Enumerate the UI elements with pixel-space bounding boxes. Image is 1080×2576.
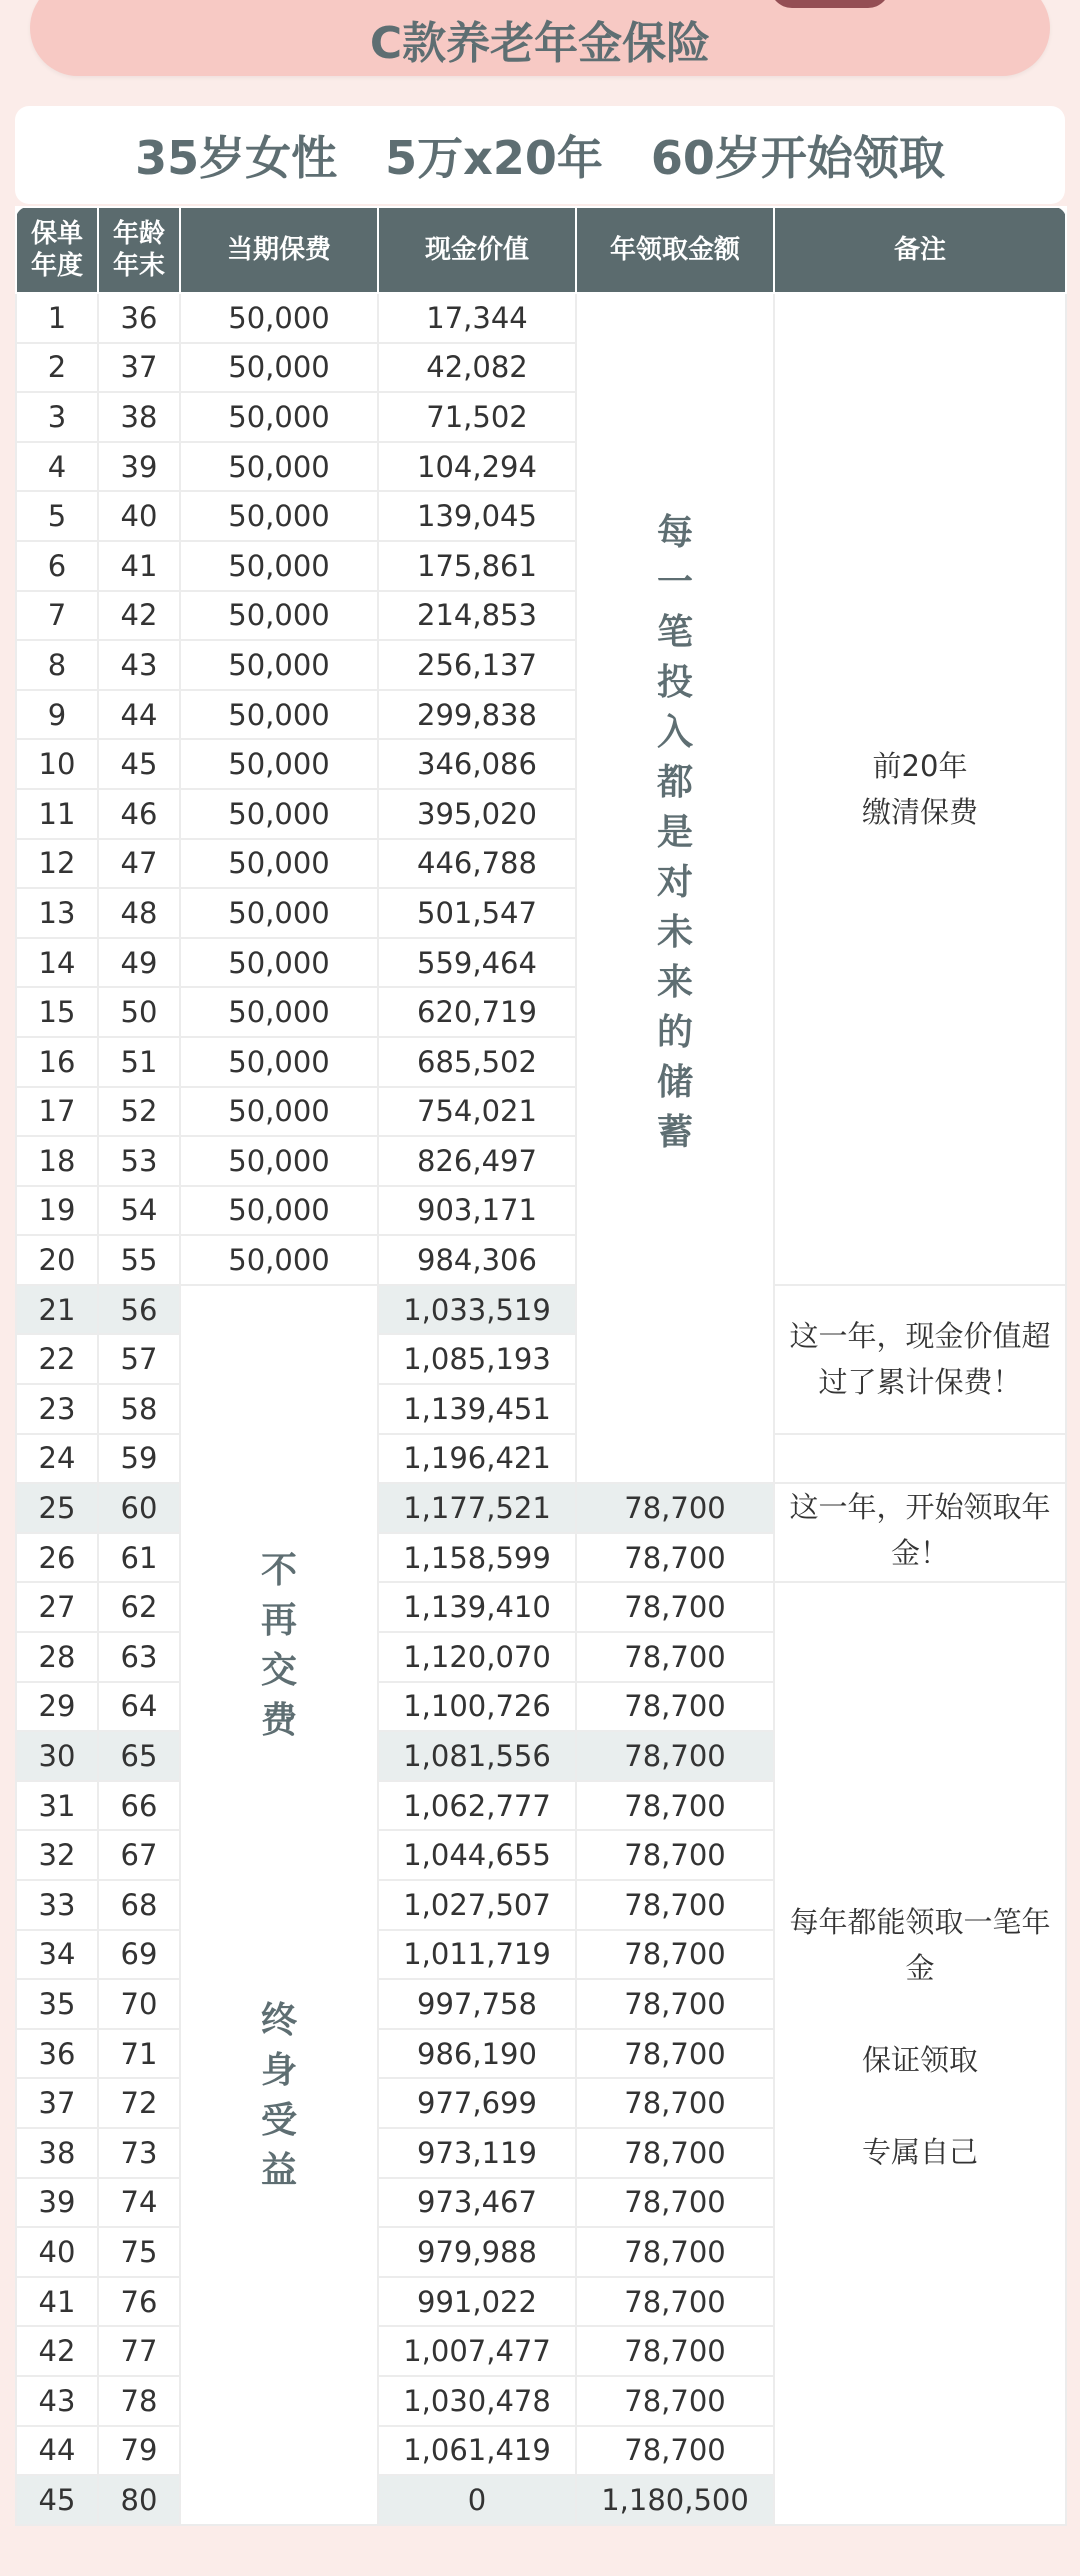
age-cell: 41 xyxy=(98,541,180,591)
cash-value-cell: 1,100,726 xyxy=(378,1682,576,1732)
annual-payout-cell: 78,700 xyxy=(576,2376,774,2426)
savings-slogan-text-char: 都 xyxy=(656,762,693,804)
note-lifetime-payout-line: 每年都能领取一笔年 xyxy=(789,1905,1051,1940)
savings-slogan-text-char: 每 xyxy=(656,512,693,554)
premium-cell: 50,000 xyxy=(180,690,378,740)
savings-slogan-text-char: 蓄 xyxy=(656,1112,693,1154)
annual-payout-cell: 78,700 xyxy=(576,1682,774,1732)
annual-payout-cell: 78,700 xyxy=(576,1582,774,1632)
policy-year-cell: 17 xyxy=(16,1087,98,1137)
cash-value-cell: 903,171 xyxy=(378,1186,576,1236)
age-cell: 38 xyxy=(98,392,180,442)
savings-slogan-text-char: 笔 xyxy=(656,612,693,654)
premium-cell: 50,000 xyxy=(180,293,378,343)
cash-value-cell: 973,467 xyxy=(378,2178,576,2228)
cash-value-cell: 559,464 xyxy=(378,938,576,988)
premium-cell: 50,000 xyxy=(180,789,378,839)
age-cell: 39 xyxy=(98,442,180,492)
note-cash-value-exceeds-line: 过了累计保费！ xyxy=(818,1365,1022,1400)
no-more-premium-text-char: 再 xyxy=(260,1599,297,1641)
cash-value-cell: 986,190 xyxy=(378,2029,576,2079)
lifetime-benefit-text-char: 受 xyxy=(260,2099,297,2141)
decorative-ribbon xyxy=(770,0,890,8)
age-cell: 76 xyxy=(98,2277,180,2327)
cash-value-cell: 1,027,507 xyxy=(378,1880,576,1930)
policy-year-cell: 1 xyxy=(16,293,98,343)
age-cell: 72 xyxy=(98,2078,180,2128)
col-header-cash-value: 现金价值 xyxy=(378,207,576,293)
note-start-payout-line: 金！ xyxy=(890,1536,949,1571)
age-cell: 78 xyxy=(98,2376,180,2426)
policy-year-cell: 6 xyxy=(16,541,98,591)
savings-slogan-text-char: 的 xyxy=(656,1012,693,1054)
note-cell xyxy=(774,1285,1066,1434)
cash-value-cell: 1,177,521 xyxy=(378,1483,576,1533)
policy-year-cell: 23 xyxy=(16,1384,98,1434)
table-header-row xyxy=(16,207,1066,293)
cash-value-cell: 977,699 xyxy=(378,2078,576,2128)
cash-value-cell: 299,838 xyxy=(378,690,576,740)
no-more-premium-text-char: 交 xyxy=(260,1649,297,1691)
age-cell: 79 xyxy=(98,2426,180,2476)
cash-value-cell: 104,294 xyxy=(378,442,576,492)
title-banner xyxy=(30,0,1050,76)
policy-year-cell: 37 xyxy=(16,2078,98,2128)
cash-value-cell: 214,853 xyxy=(378,591,576,641)
premium-cell: 50,000 xyxy=(180,392,378,442)
col-header-age: 年龄 年末 xyxy=(98,207,180,293)
age-cell: 37 xyxy=(98,343,180,393)
no-more-premium-text-char: 不 xyxy=(260,1549,297,1591)
cash-value-cell: 501,547 xyxy=(378,888,576,938)
age-cell: 80 xyxy=(98,2475,180,2525)
no-more-premium-text xyxy=(181,1546,377,1746)
cash-value-cell: 979,988 xyxy=(378,2227,576,2277)
annual-payout-cell: 78,700 xyxy=(576,1632,774,1682)
premium-cell: 50,000 xyxy=(180,1037,378,1087)
note-lifetime-payout xyxy=(775,1899,1065,2175)
cash-value-cell: 1,044,655 xyxy=(378,1830,576,1880)
annual-payout-cell: 78,700 xyxy=(576,2029,774,2079)
annual-payout-cell: 78,700 xyxy=(576,2128,774,2178)
age-cell: 46 xyxy=(98,789,180,839)
cash-value-cell: 984,306 xyxy=(378,1235,576,1285)
cash-value-cell: 1,085,193 xyxy=(378,1334,576,1384)
lifetime-benefit-text-char: 益 xyxy=(260,2149,297,2191)
subtitle-box xyxy=(15,106,1065,204)
note-lifetime-payout-line: 保证领取 xyxy=(861,2043,978,2078)
policy-year-cell: 41 xyxy=(16,2277,98,2327)
age-cell: 61 xyxy=(98,1533,180,1583)
page-subtitle: 35岁女性 5万x20年 60岁开始领取 xyxy=(135,131,945,185)
savings-slogan-text xyxy=(577,508,773,1158)
savings-slogan-text-char: 投 xyxy=(656,662,693,704)
policy-year-cell: 40 xyxy=(16,2227,98,2277)
policy-year-cell: 3 xyxy=(16,392,98,442)
policy-year-cell: 11 xyxy=(16,789,98,839)
cash-value-cell: 0 xyxy=(378,2475,576,2525)
note-start-payout xyxy=(775,1484,1065,1576)
note-premium-paid xyxy=(775,743,1065,835)
premium-cell: 50,000 xyxy=(180,1235,378,1285)
policy-year-cell: 15 xyxy=(16,987,98,1037)
age-cell: 69 xyxy=(98,1930,180,1980)
cash-value-cell: 42,082 xyxy=(378,343,576,393)
age-cell: 58 xyxy=(98,1384,180,1434)
table-row xyxy=(16,1434,1066,1484)
age-cell: 70 xyxy=(98,1979,180,2029)
age-cell: 65 xyxy=(98,1731,180,1781)
policy-year-cell: 22 xyxy=(16,1334,98,1384)
savings-slogan-text-char: 未 xyxy=(656,912,693,954)
cash-value-cell: 139,045 xyxy=(378,491,576,541)
policy-year-cell: 30 xyxy=(16,1731,98,1781)
age-cell: 62 xyxy=(98,1582,180,1632)
note-cell xyxy=(774,1582,1066,2524)
cash-value-cell: 1,139,451 xyxy=(378,1384,576,1434)
premium-cell: 50,000 xyxy=(180,491,378,541)
policy-year-cell: 14 xyxy=(16,938,98,988)
annual-payout-cell: 78,700 xyxy=(576,1483,774,1533)
table-row xyxy=(16,293,1066,343)
cash-value-cell: 395,020 xyxy=(378,789,576,839)
annual-payout-cell: 78,700 xyxy=(576,2277,774,2327)
age-cell: 36 xyxy=(98,293,180,343)
note-premium-paid-line: 前20年 xyxy=(872,748,968,783)
cash-value-cell: 1,030,478 xyxy=(378,2376,576,2426)
age-cell: 56 xyxy=(98,1285,180,1335)
policy-year-cell: 25 xyxy=(16,1483,98,1533)
cash-value-cell: 1,120,070 xyxy=(378,1632,576,1682)
annual-payout-cell: 78,700 xyxy=(576,2426,774,2476)
policy-year-cell: 39 xyxy=(16,2178,98,2228)
policy-year-cell: 42 xyxy=(16,2326,98,2376)
age-cell: 57 xyxy=(98,1334,180,1384)
age-cell: 43 xyxy=(98,640,180,690)
policy-year-cell: 43 xyxy=(16,2376,98,2426)
page-title: C款养老年金保险 xyxy=(369,18,711,69)
annual-payout-merged-cell xyxy=(576,293,774,1483)
policy-year-cell: 24 xyxy=(16,1434,98,1484)
policy-year-cell: 45 xyxy=(16,2475,98,2525)
policy-year-cell: 4 xyxy=(16,442,98,492)
note-cell xyxy=(774,293,1066,1285)
policy-year-cell: 18 xyxy=(16,1136,98,1186)
policy-year-cell: 33 xyxy=(16,1880,98,1930)
note-cash-value-exceeds-line: 这一年，现金价值超 xyxy=(789,1319,1051,1354)
premium-cell: 50,000 xyxy=(180,1136,378,1186)
premium-cell: 50,000 xyxy=(180,1186,378,1236)
cash-value-cell: 1,081,556 xyxy=(378,1731,576,1781)
premium-cell: 50,000 xyxy=(180,1087,378,1137)
annual-payout-cell: 78,700 xyxy=(576,1979,774,2029)
col-header-premium: 当期保费 xyxy=(180,207,378,293)
annual-payout-cell: 78,700 xyxy=(576,2078,774,2128)
table-row xyxy=(16,1582,1066,1632)
cash-value-cell: 256,137 xyxy=(378,640,576,690)
col-header-policy-year: 保单 年度 xyxy=(16,207,98,293)
age-cell: 75 xyxy=(98,2227,180,2277)
premium-cell: 50,000 xyxy=(180,839,378,889)
savings-slogan-text-char: 储 xyxy=(656,1062,693,1104)
age-cell: 74 xyxy=(98,2178,180,2228)
policy-year-cell: 36 xyxy=(16,2029,98,2079)
premium-cell: 50,000 xyxy=(180,591,378,641)
savings-slogan-text-char: 是 xyxy=(656,812,693,854)
premium-cell: 50,000 xyxy=(180,987,378,1037)
premium-merged-content xyxy=(181,1286,377,2474)
note-lifetime-payout-line xyxy=(775,2083,1065,2129)
cash-value-cell: 1,158,599 xyxy=(378,1533,576,1583)
age-cell: 55 xyxy=(98,1235,180,1285)
age-cell: 71 xyxy=(98,2029,180,2079)
cash-value-cell: 1,196,421 xyxy=(378,1434,576,1484)
cash-value-cell: 685,502 xyxy=(378,1037,576,1087)
cash-value-cell: 71,502 xyxy=(378,392,576,442)
policy-year-cell: 38 xyxy=(16,2128,98,2178)
cash-value-cell: 997,758 xyxy=(378,1979,576,2029)
annual-payout-cell: 78,700 xyxy=(576,2227,774,2277)
table-row xyxy=(16,1285,1066,1335)
col-header-annual-payout: 年领取金额 xyxy=(576,207,774,293)
policy-year-cell: 10 xyxy=(16,739,98,789)
cash-value-cell: 1,033,519 xyxy=(378,1285,576,1335)
cash-value-cell: 1,011,719 xyxy=(378,1930,576,1980)
cash-value-cell: 175,861 xyxy=(378,541,576,591)
policy-year-cell: 12 xyxy=(16,839,98,889)
policy-year-cell: 7 xyxy=(16,591,98,641)
premium-cell: 50,000 xyxy=(180,442,378,492)
age-cell: 45 xyxy=(98,739,180,789)
age-cell: 40 xyxy=(98,491,180,541)
insurance-table xyxy=(15,206,1067,2526)
cash-value-cell: 1,062,777 xyxy=(378,1781,576,1831)
age-cell: 44 xyxy=(98,690,180,740)
age-cell: 47 xyxy=(98,839,180,889)
note-lifetime-payout-line: 金 xyxy=(905,1951,935,1986)
lifetime-benefit-text xyxy=(181,1996,377,2196)
policy-year-cell: 13 xyxy=(16,888,98,938)
note-cell xyxy=(774,1434,1066,1484)
note-start-payout-line: 这一年，开始领取年 xyxy=(789,1490,1051,1525)
premium-cell: 50,000 xyxy=(180,739,378,789)
cash-value-cell: 1,139,410 xyxy=(378,1582,576,1632)
age-cell: 50 xyxy=(98,987,180,1037)
note-lifetime-payout-line xyxy=(775,1991,1065,2037)
annual-payout-cell: 1,180,500 xyxy=(576,2475,774,2525)
age-cell: 53 xyxy=(98,1136,180,1186)
cash-value-cell: 1,007,477 xyxy=(378,2326,576,2376)
cash-value-cell: 1,061,419 xyxy=(378,2426,576,2476)
policy-year-cell: 44 xyxy=(16,2426,98,2476)
policy-year-cell: 8 xyxy=(16,640,98,690)
note-lifetime-payout-line: 专属自己 xyxy=(861,2135,978,2170)
premium-cell: 50,000 xyxy=(180,541,378,591)
age-cell: 68 xyxy=(98,1880,180,1930)
annual-payout-cell: 78,700 xyxy=(576,1880,774,1930)
savings-slogan-text-char: 对 xyxy=(656,862,693,904)
policy-year-cell: 20 xyxy=(16,1235,98,1285)
policy-year-cell: 32 xyxy=(16,1830,98,1880)
table-row xyxy=(16,1483,1066,1533)
bottom-margin xyxy=(0,2536,1080,2576)
premium-cell: 50,000 xyxy=(180,938,378,988)
cash-value-cell: 991,022 xyxy=(378,2277,576,2327)
age-cell: 66 xyxy=(98,1781,180,1831)
age-cell: 59 xyxy=(98,1434,180,1484)
policy-year-cell: 35 xyxy=(16,1979,98,2029)
note-cell xyxy=(774,1483,1066,1582)
policy-year-cell: 5 xyxy=(16,491,98,541)
no-more-premium-text-char: 费 xyxy=(260,1699,297,1741)
age-cell: 48 xyxy=(98,888,180,938)
policy-year-cell: 2 xyxy=(16,343,98,393)
annual-payout-cell: 78,700 xyxy=(576,1830,774,1880)
premium-cell: 50,000 xyxy=(180,343,378,393)
table-body xyxy=(16,293,1066,2525)
premium-cell: 50,000 xyxy=(180,888,378,938)
age-cell: 77 xyxy=(98,2326,180,2376)
policy-year-cell: 34 xyxy=(16,1930,98,1980)
age-cell: 73 xyxy=(98,2128,180,2178)
policy-year-cell: 29 xyxy=(16,1682,98,1732)
lifetime-benefit-text-char: 终 xyxy=(260,1999,297,2041)
premium-cell: 50,000 xyxy=(180,640,378,690)
age-cell: 60 xyxy=(98,1483,180,1533)
lifetime-benefit-text-char: 身 xyxy=(260,2049,297,2091)
policy-year-cell: 16 xyxy=(16,1037,98,1087)
age-cell: 67 xyxy=(98,1830,180,1880)
cash-value-cell: 973,119 xyxy=(378,2128,576,2178)
cash-value-cell: 446,788 xyxy=(378,839,576,889)
age-cell: 54 xyxy=(98,1186,180,1236)
annual-payout-cell: 78,700 xyxy=(576,2326,774,2376)
cash-value-cell: 754,021 xyxy=(378,1087,576,1137)
note-cash-value-exceeds xyxy=(775,1313,1065,1405)
policy-year-cell: 9 xyxy=(16,690,98,740)
note-premium-paid-line: 缴清保费 xyxy=(861,794,978,829)
annual-payout-cell: 78,700 xyxy=(576,1533,774,1583)
savings-slogan-text-char: 入 xyxy=(656,712,693,754)
age-cell: 63 xyxy=(98,1632,180,1682)
age-cell: 51 xyxy=(98,1037,180,1087)
savings-slogan-text-char: 来 xyxy=(656,962,693,1004)
policy-year-cell: 26 xyxy=(16,1533,98,1583)
savings-slogan-text-char: 一 xyxy=(656,562,693,604)
annual-payout-cell: 78,700 xyxy=(576,1930,774,1980)
policy-year-cell: 21 xyxy=(16,1285,98,1335)
cash-value-cell: 17,344 xyxy=(378,293,576,343)
cash-value-cell: 620,719 xyxy=(378,987,576,1037)
policy-year-cell: 28 xyxy=(16,1632,98,1682)
col-header-notes: 备注 xyxy=(774,207,1066,293)
age-cell: 42 xyxy=(98,591,180,641)
age-cell: 49 xyxy=(98,938,180,988)
policy-year-cell: 31 xyxy=(16,1781,98,1831)
annual-payout-cell: 78,700 xyxy=(576,2178,774,2228)
annual-payout-cell: 78,700 xyxy=(576,1781,774,1831)
annual-payout-cell: 78,700 xyxy=(576,1731,774,1781)
policy-year-cell: 27 xyxy=(16,1582,98,1632)
age-cell: 64 xyxy=(98,1682,180,1732)
cash-value-cell: 346,086 xyxy=(378,739,576,789)
cash-value-cell: 826,497 xyxy=(378,1136,576,1186)
premium-merged-cell xyxy=(180,1285,378,2525)
age-cell: 52 xyxy=(98,1087,180,1137)
policy-year-cell: 19 xyxy=(16,1186,98,1236)
